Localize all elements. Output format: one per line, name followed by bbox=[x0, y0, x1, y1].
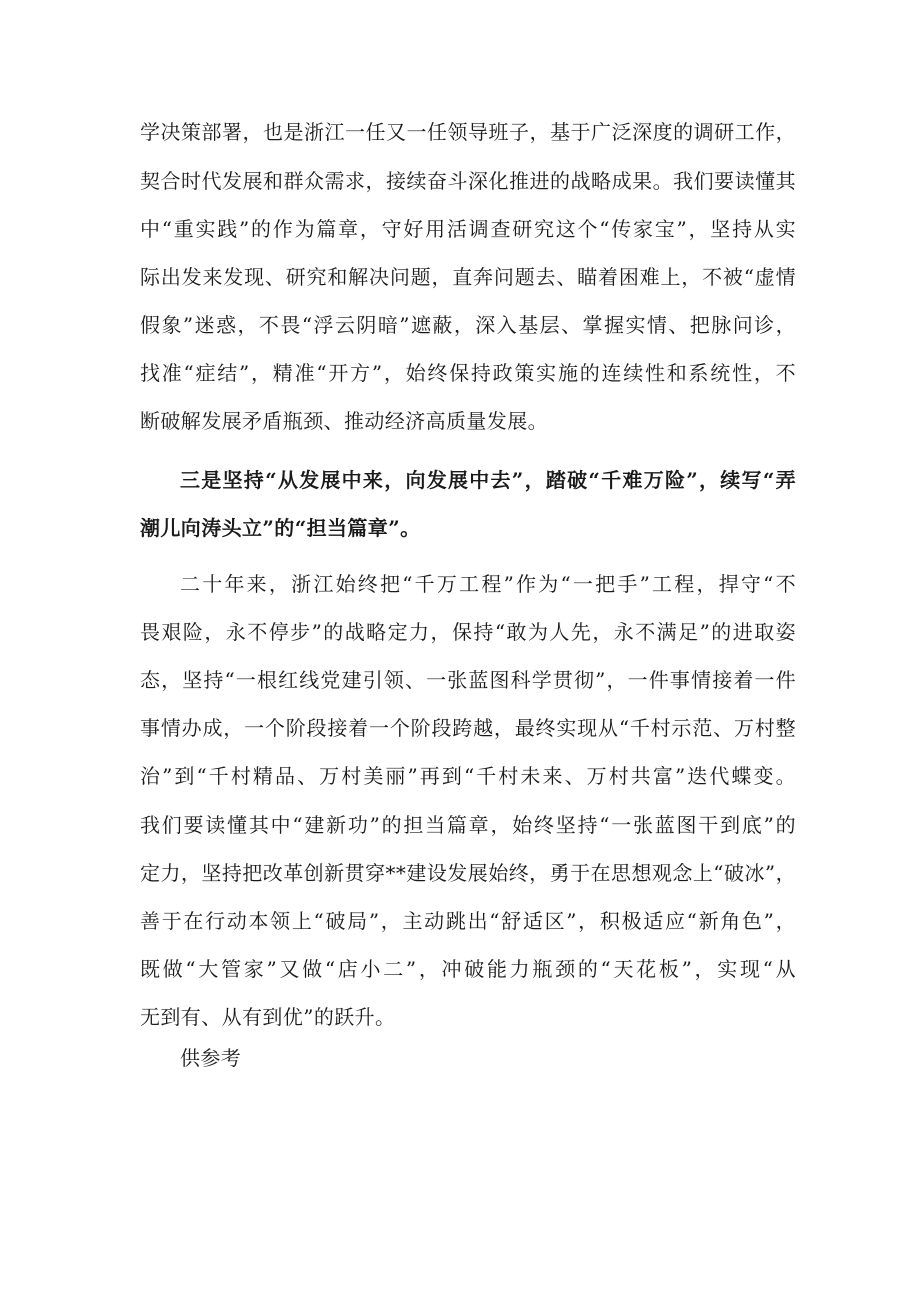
paragraph-2-line-10: 无到有、从有到优”的跃升。 bbox=[140, 1005, 396, 1029]
paragraph-1-line-1: 学决策部署，也是浙江一任又一任领导班子，基于广泛深度的调研工作， bbox=[140, 120, 796, 144]
paragraph-2-line-5: 治”到“千村精品、万村美丽”再到“千村未来、万村共富”迭代蝶变。 bbox=[140, 764, 796, 788]
section-heading-3-line-2: 潮儿向涛头立”的“担当篇章”。 bbox=[140, 516, 421, 540]
paragraph-1-line-6: 找准“症结”，精准“开方”，始终保持政策实施的连续性和系统性，不 bbox=[140, 361, 796, 385]
closing-note: 供参考 bbox=[180, 1046, 242, 1070]
paragraph-2-line-1: 二十年来，浙江始终把“千万工程”作为“一把手”工程，捍守“不 bbox=[180, 572, 796, 596]
paragraph-2-line-2: 畏艰险，永不停步”的战略定力，保持“敢为人先，永不满足”的进取姿 bbox=[140, 620, 796, 644]
paragraph-1-line-7: 断破解发展矛盾瓶颈、推动经济高质量发展。 bbox=[140, 409, 548, 433]
paragraph-2-line-4: 事情办成，一个阶段接着一个阶段跨越，最终实现从“千村示范、万村整 bbox=[140, 716, 796, 740]
paragraph-1-line-4: 际出发来发现、研究和解决问题，直奔问题去、瞄着困难上，不被“虚情 bbox=[140, 265, 796, 289]
paragraph-2-line-9: 既做“大管家”又做“店小二”，冲破能力瓶颈的“天花板”，实现“从 bbox=[140, 957, 796, 981]
paragraph-2-line-7: 定力，坚持把改革创新贯穿**建设发展始终，勇于在思想观念上“破冰”， bbox=[140, 861, 796, 885]
paragraph-1-line-2: 契合时代发展和群众需求，接续奋斗深化推进的战略成果。我们要读懂其 bbox=[140, 169, 796, 193]
paragraph-2-line-8: 善于在行动本领上“破局”，主动跳出“舒适区”，积极适应“新角色”， bbox=[140, 909, 796, 933]
section-heading-3-line-1: 三是坚持“从发展中来，向发展中去”，踏破“千难万险”，续写“弄 bbox=[180, 468, 796, 492]
paragraph-1-line-3: 中“重实践”的作为篇章，守好用活调查研究这个“传家宝”，坚持从实 bbox=[140, 217, 796, 241]
paragraph-1-line-5: 假象”迷惑，不畏“浮云阴暗”遮蔽，深入基层、掌握实情、把脉问诊， bbox=[140, 313, 796, 337]
paragraph-2-line-3: 态，坚持“一根红线党建引领、一张蓝图科学贯彻”，一件事情接着一件 bbox=[140, 668, 796, 692]
paragraph-2-line-6: 我们要读懂其中“建新功”的担当篇章，始终坚持“一张蓝图干到底”的 bbox=[140, 813, 796, 837]
